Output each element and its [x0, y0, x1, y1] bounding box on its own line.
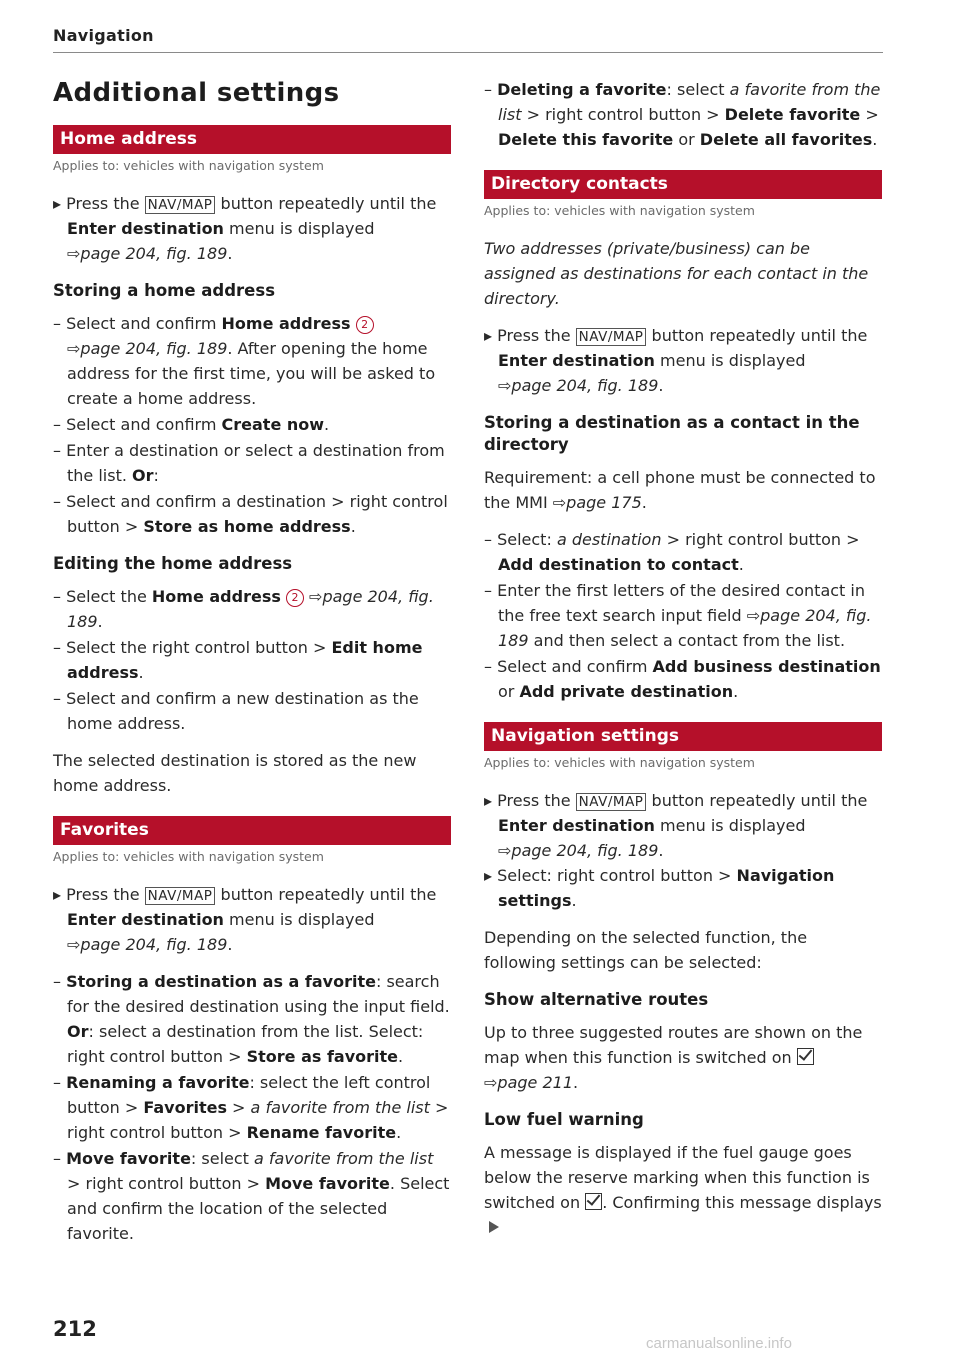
watermark: carmanualsonline.info: [646, 1335, 792, 1352]
list-item: – Move favorite: select a favorite from the list > right control button > Move favorite. Select and confirm the location of the selected favorite.: [53, 1149, 450, 1243]
list-item: – Select the Home address 2 ⇨page 204, fig. 189.: [53, 587, 434, 631]
nav-map-key: NAV/MAP: [145, 887, 216, 905]
list-item: – Enter a destination or select a destination from the list. Or:: [53, 441, 445, 485]
alternative-routes-text: Up to three suggested routes are shown on the map when this function is switched on ⇨page 211.: [484, 1023, 863, 1092]
instruction-step: ▸ Select: right control button > Navigation settings.: [484, 866, 835, 910]
page-number: 212: [53, 1317, 97, 1341]
page-reference[interactable]: page 204, fig. 189: [511, 841, 659, 860]
section-bar-favorites: Favorites: [53, 816, 451, 845]
list-item: – Select the right control button > Edit home address.: [53, 638, 423, 682]
page-reference[interactable]: page 204, fig. 189: [80, 935, 228, 954]
running-header: Navigation: [53, 26, 154, 45]
page-reference[interactable]: page 204, fig. 189: [80, 244, 228, 263]
checkbox-checked-icon: [797, 1048, 814, 1065]
requirement-text: Requirement: a cell phone must be connected to the MMI ⇨page 175.: [484, 468, 876, 512]
step-marker-icon: ▸: [53, 194, 67, 213]
list-item: – Select: a destination > right control button > Add destination to contact.: [484, 530, 860, 574]
section-bar-directory-contacts: Directory contacts: [484, 170, 882, 199]
page-reference[interactable]: page 204, fig. 189: [498, 606, 872, 650]
section-bar-home-address: Home address: [53, 125, 451, 154]
subheading-editing-home: Editing the home address: [53, 554, 293, 573]
subheading-storing-home: Storing a home address: [53, 281, 276, 300]
subheading-storing-contact: Storing a destination as a contact in the directory: [484, 413, 860, 454]
applies-note: Applies to: vehicles with navigation system: [484, 755, 755, 770]
page-ref-arrow-icon: ⇨: [498, 841, 512, 860]
page-title: Additional settings: [53, 78, 340, 108]
page-ref-arrow-icon: ⇨: [746, 606, 761, 625]
nav-map-key: NAV/MAP: [576, 328, 647, 346]
step-marker-icon: ▸: [484, 866, 498, 885]
nav-map-key: NAV/MAP: [576, 793, 647, 811]
page-reference[interactable]: page 175: [566, 493, 642, 512]
checkbox-checked-icon: [585, 1193, 602, 1210]
header-rule: [53, 52, 883, 53]
page-ref-arrow-icon: ⇨: [552, 493, 567, 512]
depending-text: Depending on the selected function, the following settings can be selected:: [484, 928, 808, 972]
nav-map-key: NAV/MAP: [145, 196, 216, 214]
page-ref-arrow-icon: ⇨: [67, 244, 81, 263]
list-item: – Select and confirm a destination > right control button > Store as home address.: [53, 492, 448, 536]
list-item: – Select and confirm a new destination as the home address.: [53, 689, 419, 733]
list-item: – Deleting a favorite: select a favorite from the list > right control button > Delete favorite > Delete this favorite or Delete all favorites.: [484, 80, 881, 149]
subheading-alternative-routes: Show alternative routes: [484, 990, 709, 1009]
right-column: [484, 75, 882, 1252]
step-marker-icon: ▸: [484, 791, 498, 810]
step-marker-icon: ▸: [484, 326, 498, 345]
page-reference[interactable]: page 204, fig. 189: [511, 376, 659, 395]
instruction-step: ▸ Press the NAV/MAP button repeatedly until the Enter destination menu is displayed ⇨page 204, fig. 189.: [484, 791, 868, 860]
editing-home-list: [53, 584, 451, 736]
applies-note: Applies to: vehicles with navigation system: [484, 203, 755, 218]
subheading-low-fuel: Low fuel warning: [484, 1110, 644, 1129]
callout-2-icon: 2: [286, 589, 304, 607]
left-column: [53, 75, 451, 1258]
list-item: – Select and confirm Add business destination or Add private destination.: [484, 657, 881, 701]
instruction-step: ▸ Press the NAV/MAP button repeatedly until the Enter destination menu is displayed ⇨page 204, fig. 189.: [484, 326, 868, 395]
list-item: – Select and confirm Create now.: [53, 415, 330, 434]
favorites-list: [53, 969, 451, 1246]
instruction-step: ▸ Press the NAV/MAP button repeatedly until the Enter destination menu is displayed ⇨page 204, fig. 189.: [53, 885, 437, 954]
page-ref-arrow-icon: ⇨: [484, 1073, 498, 1092]
contact-steps-list: [484, 527, 882, 704]
continue-arrow-icon: [489, 1221, 499, 1233]
list-item: – Storing a destination as a favorite: search for the desired destination using the input field. Or: select a destination from the list. Select: right control button > Store as favorite.: [53, 972, 450, 1066]
delete-favorite-list: [484, 77, 882, 152]
intro-text: Two addresses (private/business) can be assigned as destinations for each contact in the directory.: [484, 239, 869, 308]
section-bar-navigation-settings: Navigation settings: [484, 722, 882, 751]
low-fuel-text: A message is displayed if the fuel gauge goes below the reserve marking when this function is switched on . Confirming this message displays: [484, 1140, 882, 1240]
list-item: – Select and confirm Home address 2 ⇨page 204, fig. 189. After opening the home address for the first time, you will be asked to create a home address.: [53, 314, 436, 408]
storing-home-list: [53, 311, 451, 539]
callout-2-icon: 2: [356, 316, 374, 334]
applies-note: Applies to: vehicles with navigation system: [53, 158, 324, 173]
page-ref-arrow-icon: ⇨: [67, 935, 81, 954]
page-reference[interactable]: page 204, fig. 189: [80, 339, 228, 358]
page-ref-arrow-icon: ⇨: [67, 339, 81, 358]
applies-note: Applies to: vehicles with navigation system: [53, 849, 324, 864]
instruction-step: ▸ Press the NAV/MAP button repeatedly until the Enter destination menu is displayed ⇨page 204, fig. 189.: [53, 194, 437, 263]
page-ref-arrow-icon: ⇨: [498, 376, 512, 395]
list-item: – Renaming a favorite: select the left control button > Favorites > a favorite from the list > right control button > Rename favorite.: [53, 1073, 449, 1142]
page-ref-arrow-icon: ⇨: [309, 587, 323, 606]
list-item: – Enter the first letters of the desired contact in the free text search input field ⇨page 204, fig. 189 and then select a contact from the list.: [484, 581, 872, 650]
step-marker-icon: ▸: [53, 885, 67, 904]
result-text: The selected destination is stored as the new home address.: [53, 751, 417, 795]
page-reference[interactable]: page 204, fig. 189: [67, 587, 434, 631]
page-reference[interactable]: page 211: [497, 1073, 573, 1092]
